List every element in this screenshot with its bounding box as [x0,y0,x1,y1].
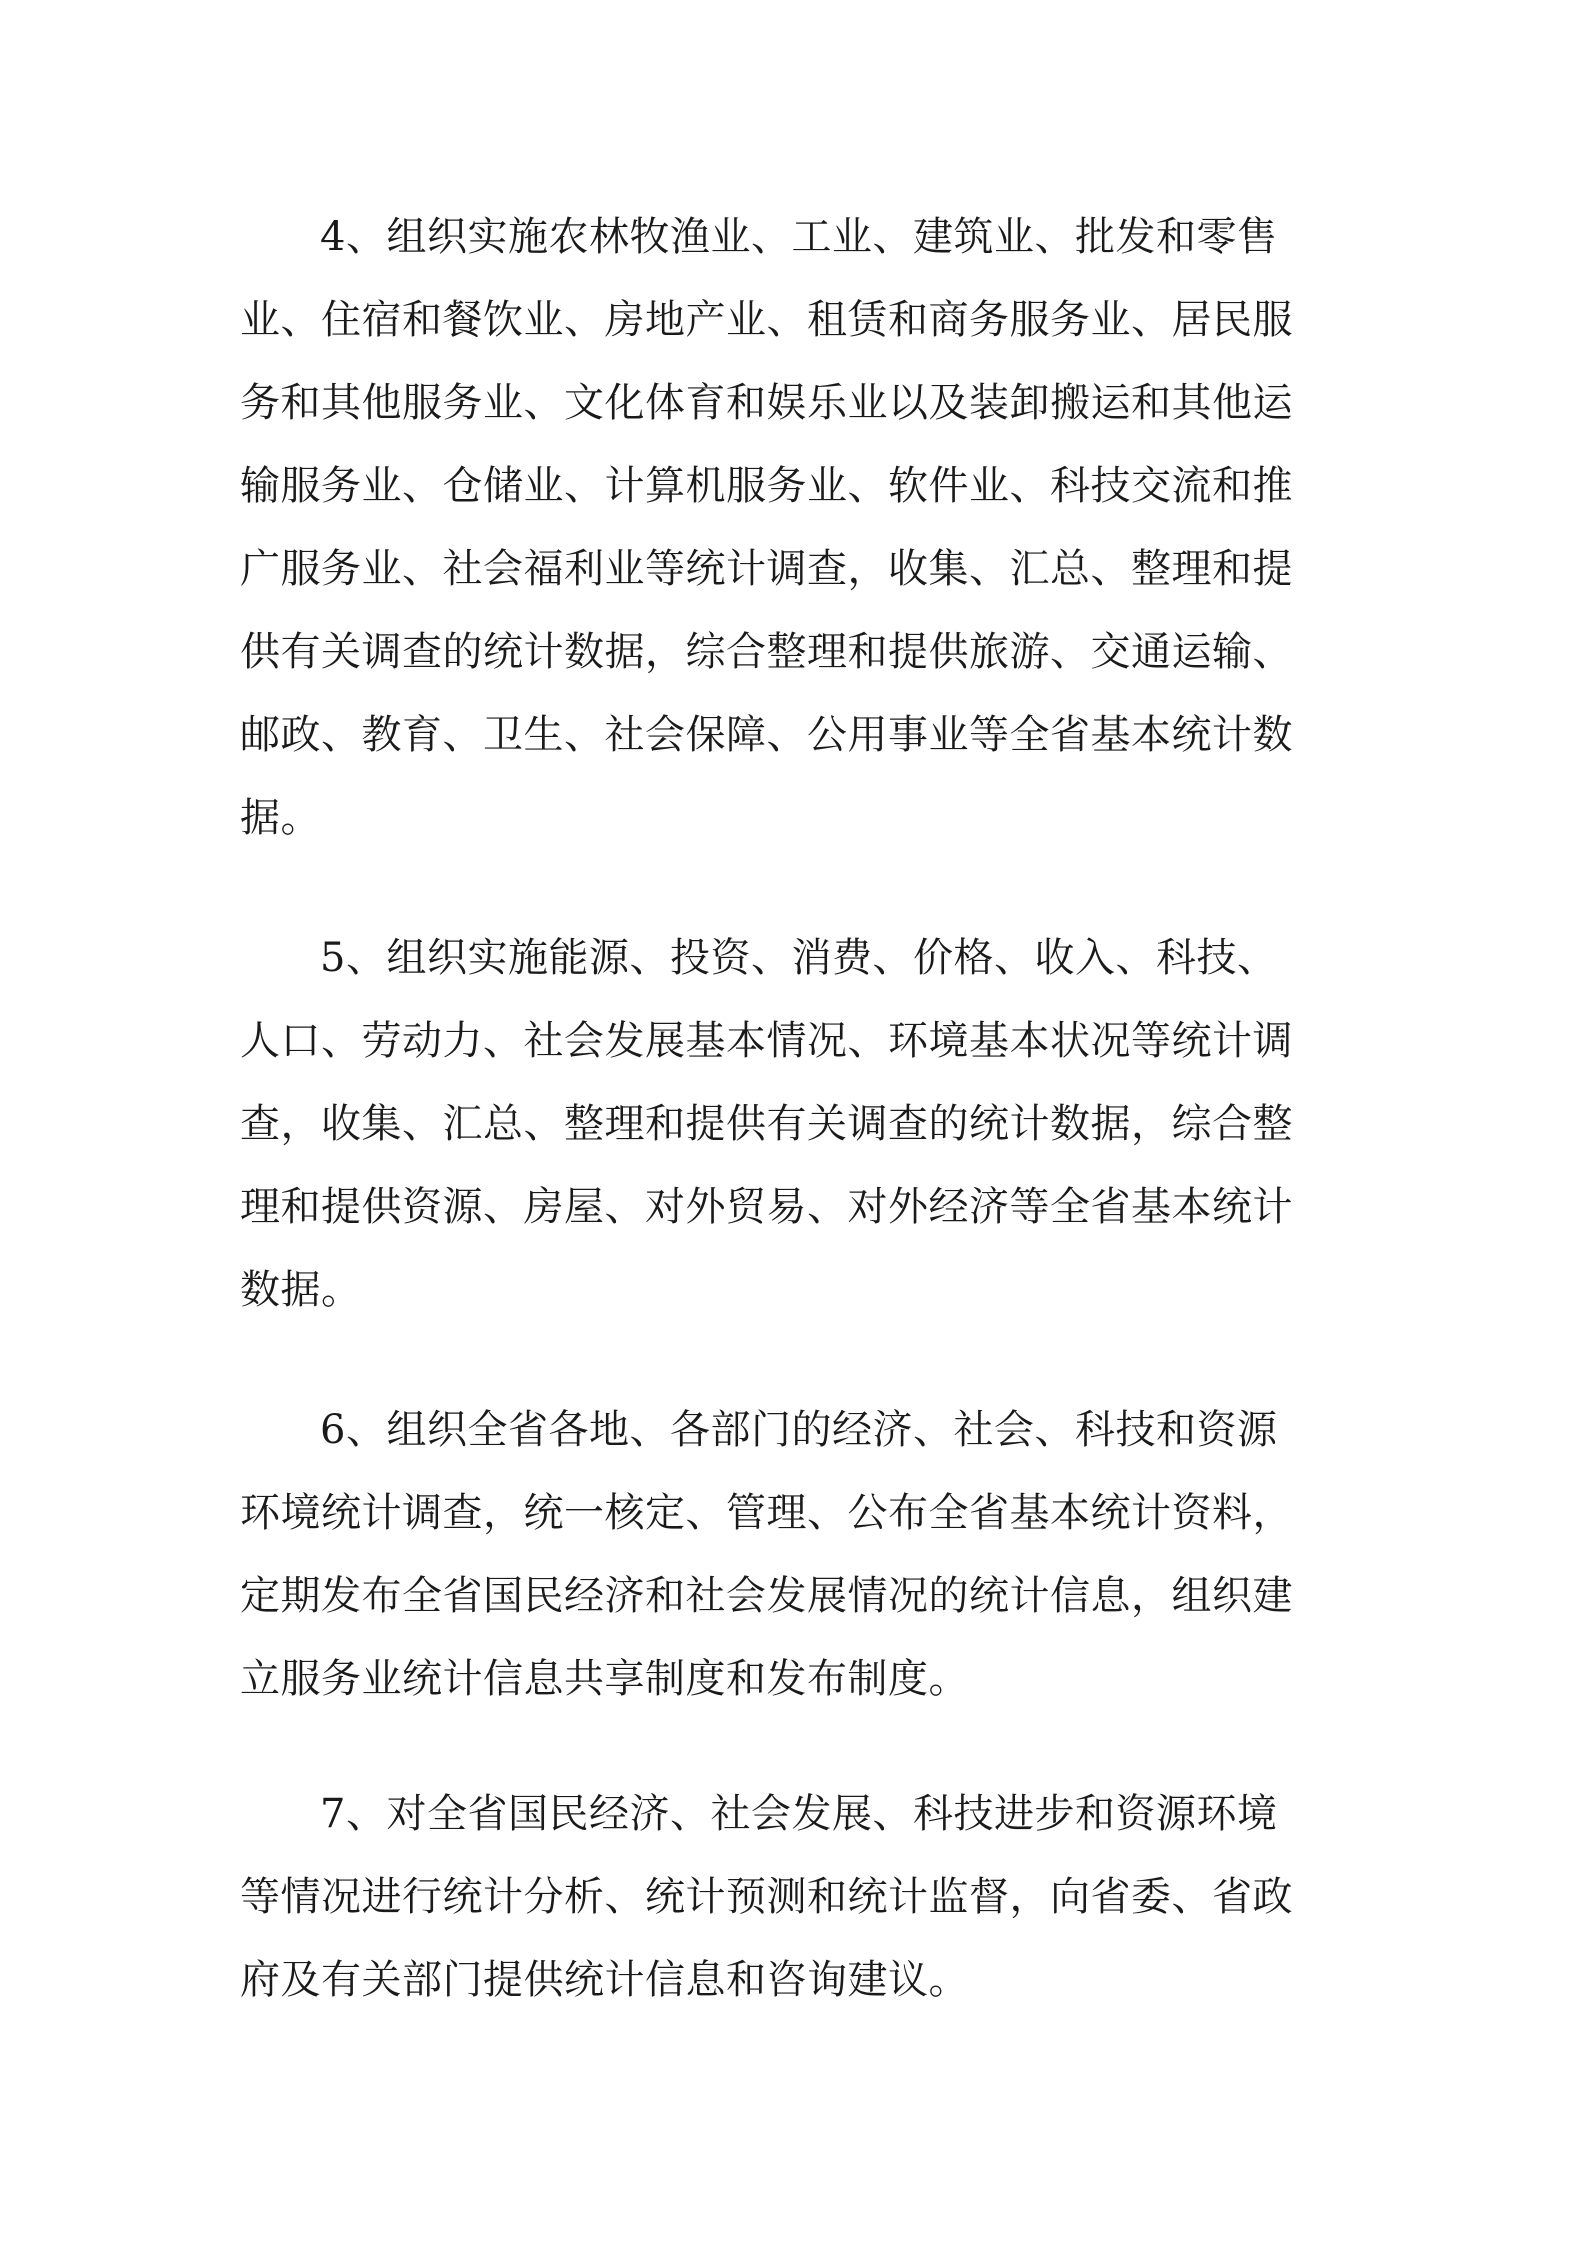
paragraph-line: 环境统计调查，统一核定、管理、公布全省基本统计资料， [240,1490,1293,1536]
paragraph-line: 等情况进行统计分析、统计预测和统计监督，向省委、省政 [240,1874,1293,1920]
paragraph-spacer [240,860,1350,917]
paragraph-line: 5、组织实施能源、投资、消费、价格、收入、科技、 [320,935,1278,981]
paragraph-spacer [240,1721,1350,1773]
paragraph-line: 输服务业、仓储业、计算机服务业、软件业、科技交流和推 [240,463,1293,509]
paragraph-line: 人口、劳动力、社会发展基本情况、环境基本状况等统计调 [240,1018,1293,1064]
paragraph-line: 供有关调查的统计数据，综合整理和提供旅游、交通运输、 [240,629,1293,675]
paragraph-line: 广服务业、社会福利业等统计调查，收集、汇总、整理和提 [240,546,1293,592]
paragraph-line: 邮政、教育、卫生、社会保障、公用事业等全省基本统计数 [240,712,1293,758]
paragraph-line: 据。 [240,795,321,841]
paragraph-line: 数据。 [240,1267,362,1313]
paragraph-4 [240,196,1350,860]
paragraph-spacer [240,1332,1350,1389]
paragraph-line: 查，收集、汇总、整理和提供有关调查的统计数据，综合整 [240,1101,1293,1147]
paragraph-line: 立服务业统计信息共享制度和发布制度。 [240,1656,969,1702]
paragraph-5 [240,917,1350,1332]
document-body [240,196,1350,2022]
paragraph-line: 府及有关部门提供统计信息和咨询建议。 [240,1957,969,2003]
paragraph-6 [240,1389,1350,1721]
paragraph-7 [240,1773,1350,2022]
paragraph-line: 7、对全省国民经济、社会发展、科技进步和资源环境 [320,1791,1278,1837]
paragraph-line: 4、组织实施农林牧渔业、工业、建筑业、批发和零售 [320,214,1278,260]
paragraph-line: 业、住宿和餐饮业、房地产业、租赁和商务服务业、居民服 [240,297,1293,343]
paragraph-line: 理和提供资源、房屋、对外贸易、对外经济等全省基本统计 [240,1184,1293,1230]
paragraph-line: 定期发布全省国民经济和社会发展情况的统计信息，组织建 [240,1573,1293,1619]
paragraph-line: 6、组织全省各地、各部门的经济、社会、科技和资源 [320,1407,1278,1453]
paragraph-line: 务和其他服务业、文化体育和娱乐业以及装卸搬运和其他运 [240,380,1293,426]
